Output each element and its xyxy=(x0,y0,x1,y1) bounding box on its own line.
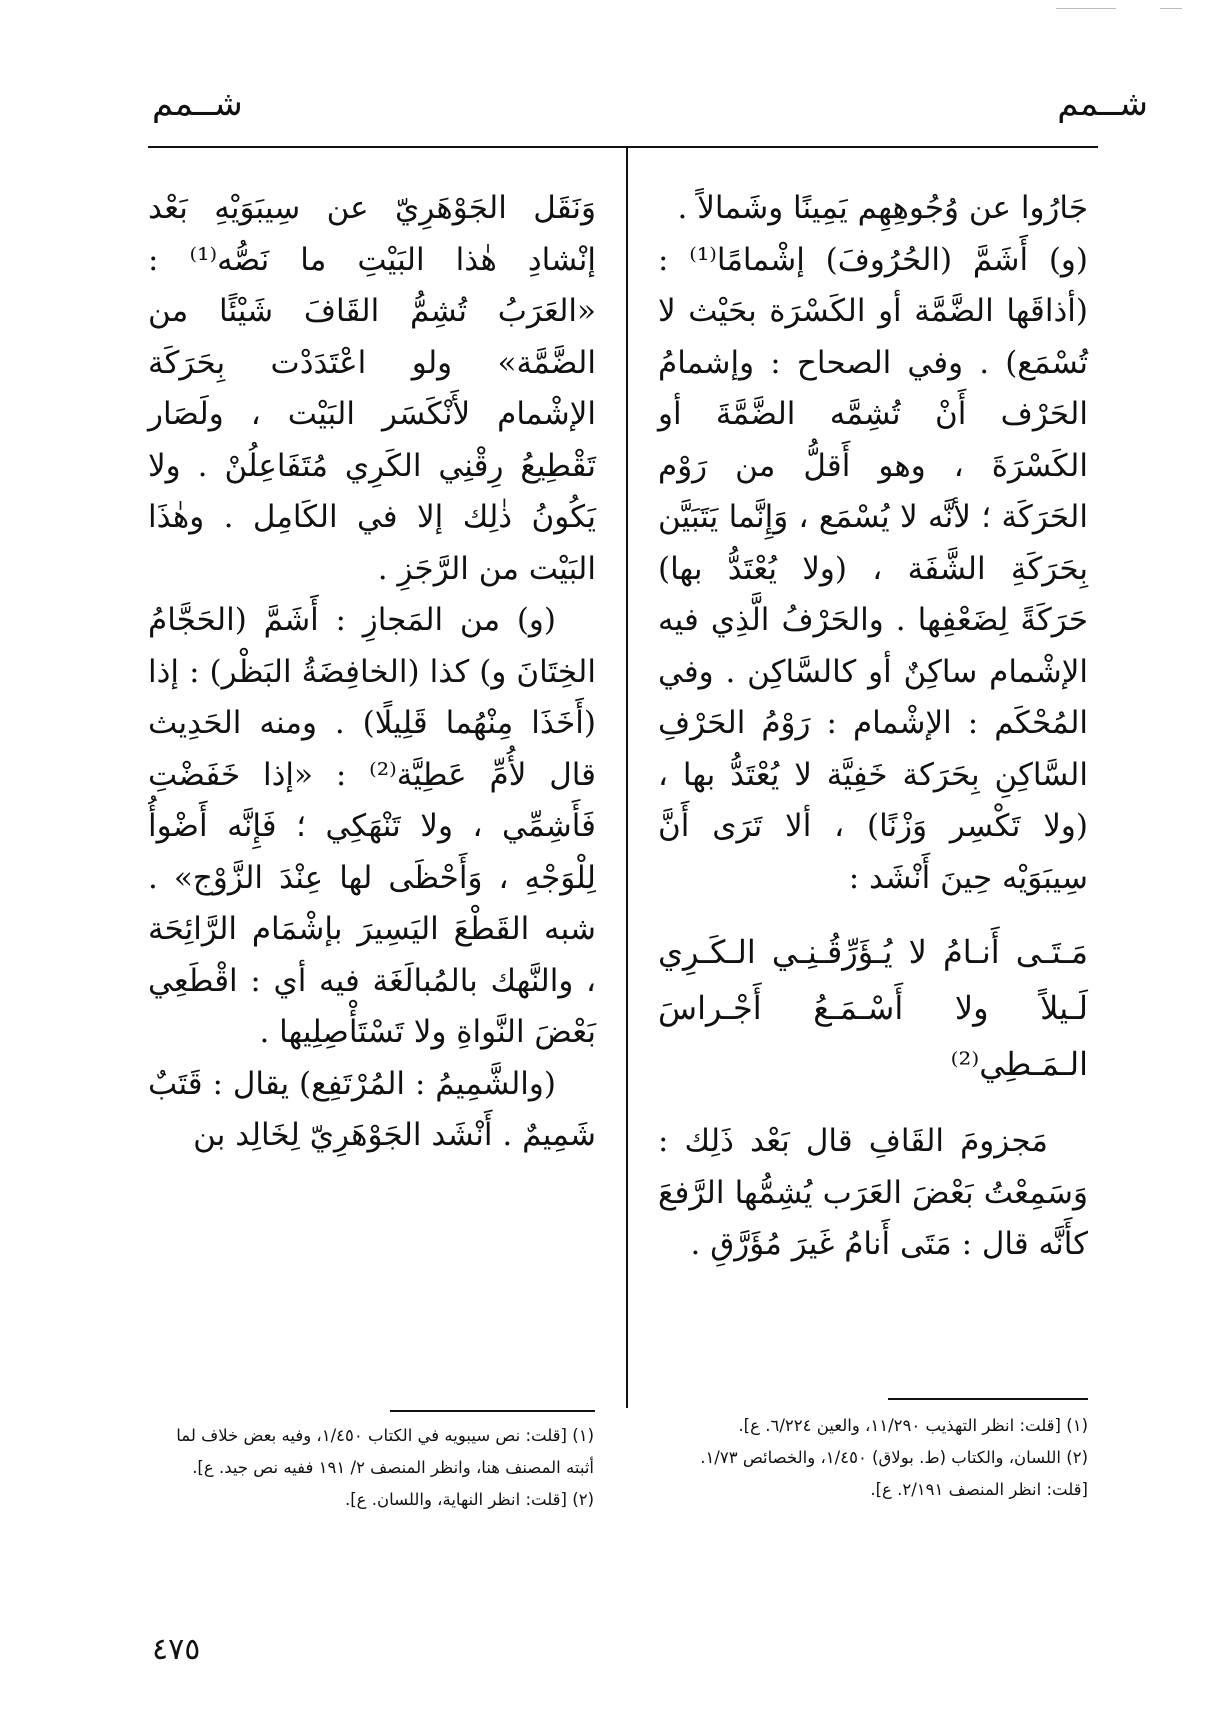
paragraph: (و) من المَجازِ : أَشَمَّ (الحَجَّامُ الخِتَانَ و) كذا (الخافِضَةُ البَظْر) : إذا (أَخَذَا مِنْهُما قَلِيلًا) . ومنه الحَدِيث قال لأُمِّ عَطِيَّة⁽²⁾ : «إذا خَفَضْتِ فَأَشِمِّي ، ولا تَنْهَكِي ؛ فَإِنَّه أَضْوأُ لِلْوَجْهِ ، وَأَحْظَى لها عِنْدَ الزَّوْج» . شبه القَطْعَ اليَسِيرَ بإشْمَام الرَّائِحَة ، والنَّهك بالمُبالَغَة فيه أي : اقْطَعِي بَعْضَ النَّواةِ ولا تَسْتَأْصِلِيها . xyxy=(148,602,596,1050)
paragraph: (و) أَشَمَّ (الحُرُوفَ) إشْمامًا⁽¹⁾ : (أذاقَها الضَّمَّة أو الكَسْرَة بحَيْث لا تُسْمَع) . وفي الصحاح : وإشمامُ الحَرْف أَنْ تُشِمَّه الضَّمَّةَ أو الكَسْرَةَ ، وهو أَقلُّ من رَوْم الحَرَكَة ؛ لأنَّه لا يُسْمَع ، وَإِنَّما يَتَبَيَّن بِحَرَكَةِ الشَّفَة ، (ولا يُعْتَدُّ بها) حَرَكَةً لِضَعْفِها . والحَرْفُ الَّذِي فيه الإشْمام ساكِنٌ أو كالسَّاكِن . وفي المُحْكَم : الإشْمام : رَوْمُ الحَرْفِ السَّاكِنِ بِحَرَكة خَفِيَّة لا يُعْتَدُّ بها ، (ولا تَكْسِر وَزْنًا) ، ألا تَرَى أَنَّ سِيبَوَيْه حِينَ أَنْشَد : xyxy=(658,241,1088,896)
paragraph: مَجزومَ القَافِ قال بَعْد ذَلِك : وَسَمِعْتُ بَعْضَ العَرَب يُشِمُّها الرَّفعَ كأَنَّه قال : مَتَى أَنامُ غَيرَ مُؤَرَّقِ . xyxy=(658,1123,1088,1262)
verse-line: لَـيلاً ولا أَسْـمَـعُ أَجْـراسَ الـمَـطِي⁽²⁾ xyxy=(658,989,1088,1083)
paragraph: (والشَّمِيمُ : المُرْتَفِع) يقال : قَتَبٌ شَمِيمٌ . أَنْشَد الجَوْهَرِيّ لِخَالِد بن xyxy=(148,1065,596,1153)
running-header-right: شــمم xyxy=(1057,84,1148,124)
scan-mark xyxy=(1056,8,1116,9)
footnote: (١) [قلت: انظر التهذيب ١١/٢٩٠، والعين ٦/٢٢٤. ع]. xyxy=(738,1416,1088,1435)
footnote: (٢) اللسان، والكتاب (ط. بولاق) ١/٤٥٠، والخصائص ١/٧٣. [قلت: انظر المنصف ٢/١٩١. ع]. xyxy=(700,1448,1088,1499)
poetry-verse xyxy=(658,924,1088,1092)
paragraph: جَارُوا عن وُجُوهِهِم يَمِينًا وشَمالاً . xyxy=(677,190,1088,226)
paragraph: وَنَقَل الجَوْهَرِيّ عن سِيبَوَيْهِ بَعْد إنْشادِ هٰذا البَيْتِ ما نَصُّه⁽¹⁾ : «العَرَبُ تُشِمُّ القَافَ شَيْئًا من الضَّمَّة» ولو اعْتَدَدْت بِحَرَكَة الإشْمام لأَنْكَسَر البَيْت ، ولَصَار تَقْطِيعُ رِقْنِي الكَرِي مُتَفَاعِلُنْ . ولا يَكُونُ ذٰلِك إلا في الكَامِل . وهٰذَا البَيْت من الرَّجَزِ . xyxy=(148,190,597,587)
header-rule xyxy=(148,146,1098,148)
running-header-left: شــمم xyxy=(152,84,243,124)
right-column xyxy=(658,183,1088,1271)
footnotes-left xyxy=(148,1420,594,1516)
column-divider xyxy=(626,148,628,1408)
left-column xyxy=(148,183,596,1162)
footnote: (٢) [قلت: انظر النهاية، واللسان. ع]. xyxy=(344,1490,594,1509)
footnotes-right xyxy=(656,1410,1088,1506)
footnote-rule xyxy=(888,1398,1088,1400)
scan-mark xyxy=(1160,8,1182,9)
footnote: (١) [قلت: نص سيبويه في الكتاب ١/٤٥٠، وفيه بعض خلاف لما أثبته المصنف هنا، وانظر المنصف ٢/ ١٩١ ففيه نص جيد. ع]. xyxy=(176,1426,594,1477)
footnote-rule xyxy=(390,1410,595,1412)
verse-line: مَـتَـى أَنـامُ لا يُـؤَرِّقُـنِـي الـكَـرِي xyxy=(658,933,1088,971)
page-number: ٤٧٥ xyxy=(152,1632,201,1667)
